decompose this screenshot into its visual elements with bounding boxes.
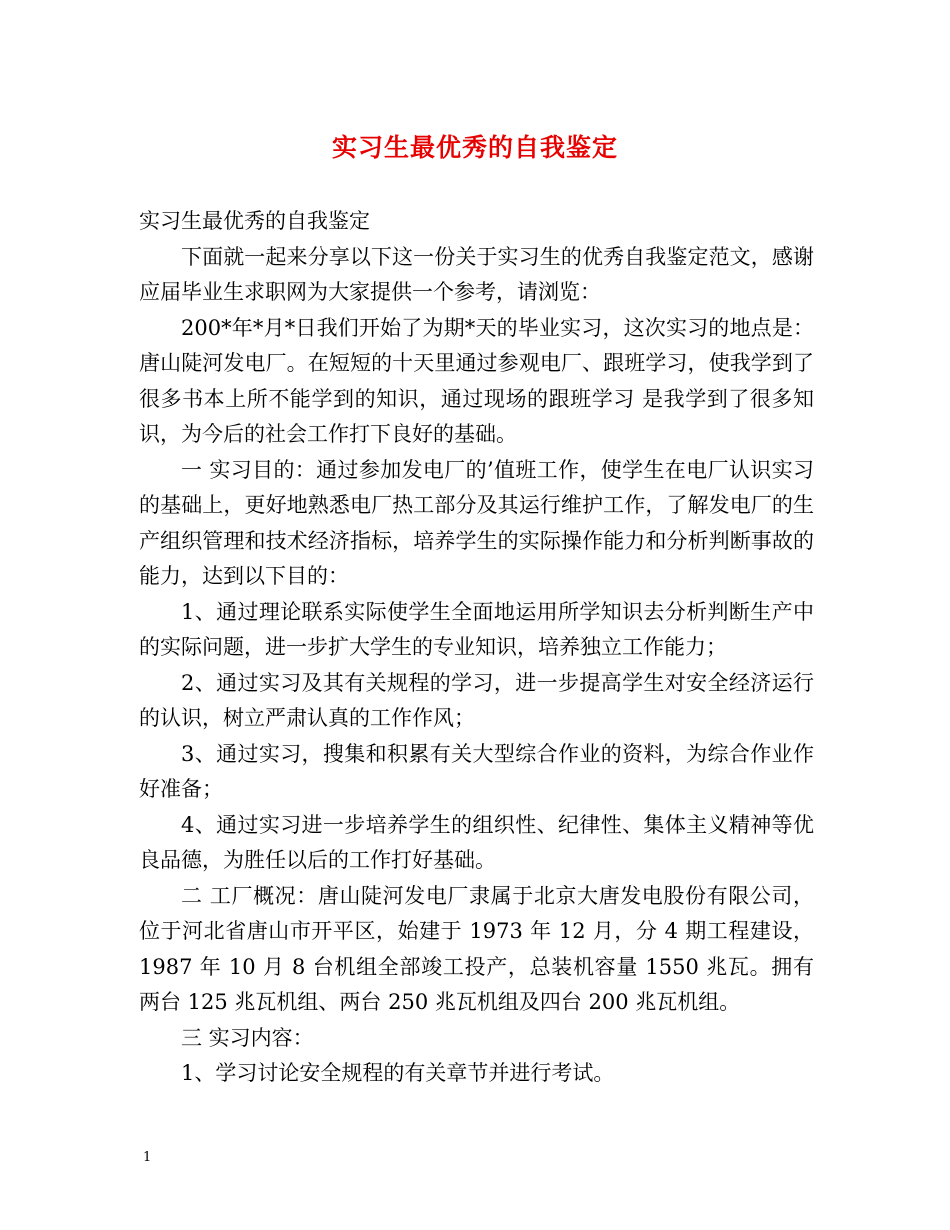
internship-overview-paragraph: 200*年*月*日我们开始了为期*天的毕业实习，这次实习的地点是：唐山陡河发电厂。在短短的十天里通过参观电厂、跟班学习，使我学到了很多书本上所不能学到的知识，通过现场的跟班学习 是我学到了很多知识，为今后的社会工作打下良好的基础。 — [139, 315, 814, 446]
intro-paragraph: 下面就一起来分享以下这一份关于实习生的优秀自我鉴定范文，感谢应届毕业生求职网为大家提供一个参考，请浏览： — [139, 244, 814, 304]
page-number: 1 — [143, 1150, 152, 1165]
document-title: 实习生最优秀的自我鉴定 — [331, 133, 618, 162]
document-body — [139, 204, 814, 1092]
factory-overview-paragraph: 二 工厂概况：唐山陡河发电厂隶属于北京大唐发电股份有限公司，位于河北省唐山市开平区，始建于 1973 年 12 月，分 4 期工程建设，1987 年 10 月 8 台机组全部竣工投产，总装机容量 1550 兆瓦。拥有两台 125 兆瓦机组、两台 250 兆瓦机组及四台 200 兆瓦机组。 — [139, 883, 814, 1014]
purpose-item-1: 1、通过理论联系实际使学生全面地运用所学知识去分析判断生产中的实际问题，进一步扩大学生的专业知识，培养独立工作能力； — [139, 599, 814, 659]
purpose-item-4: 4、通过实习进一步培养学生的组织性、纪律性、集体主义精神等优良品德，为胜任以后的工作打好基础。 — [139, 812, 814, 872]
purpose-paragraph: 一 实习目的：通过参加发电厂的’值班工作，使学生在电厂认识实习的基础上，更好地熟悉电厂热工部分及其运行维护工作，了解发电厂的生产组织管理和技术经济指标，培养学生的实际操作能力和分析判断事故的能力，达到以下目的： — [139, 457, 814, 588]
purpose-item-2: 2、通过实习及其有关规程的学习，进一步提高学生对安全经济运行的认识，树立严肃认真的工作作风； — [139, 670, 814, 730]
subtitle-paragraph: 实习生最优秀的自我鉴定 — [139, 209, 370, 233]
content-item-1: 1、学习讨论安全规程的有关章节并进行考试。 — [181, 1061, 615, 1085]
content-heading: 三 实习内容： — [181, 1025, 314, 1050]
purpose-item-3: 3、通过实习，搜集和积累有关大型综合作业的资料，为综合作业作好准备； — [139, 741, 814, 801]
